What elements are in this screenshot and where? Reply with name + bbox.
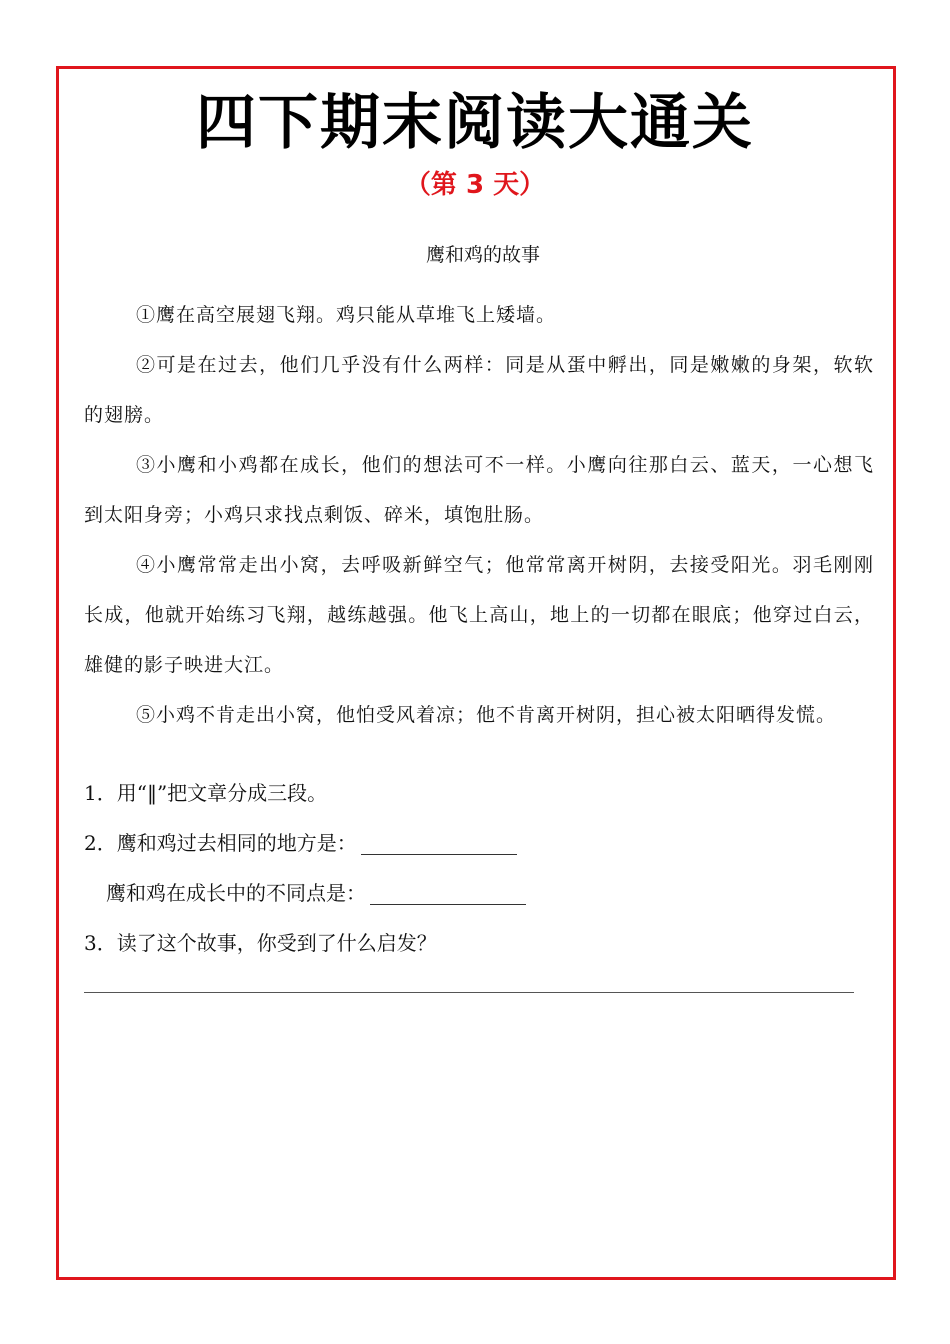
paragraph-1: ①鹰在高空展翅飞翔。鸡只能从草堆飞上矮墙。 [136,304,557,326]
answer-blank-differences[interactable] [370,884,526,905]
reading-passage [84,290,874,740]
question-1 [84,768,864,818]
paragraph-3: ③小鹰和小鸡都在成长，他们的想法可不一样。小鹰向往那白云、蓝天，一心想飞到太阳身旁；小鸡只求找点剩饭、碎米，填饱肚肠。 [84,454,874,526]
question-3-text: 3．读了这个故事，你受到了什么启发？ [84,931,437,955]
page-title: 四下期末阅读大通关 [196,88,754,158]
question-2 [84,818,864,868]
story-title: 鹰和鸡的故事 [425,244,540,266]
question-3 [84,918,864,968]
question-1-text: 1．用“‖”把文章分成三段。 [84,781,328,805]
answer-line-reflection[interactable] [84,992,854,993]
paragraph-2: ②可是在过去，他们几乎没有什么两样：同是从蛋中孵出，同是嫩嫩的身架，软软的翅膀。 [84,354,874,426]
answer-blank-similarities[interactable] [361,834,517,855]
question-2-prompt-a: 2．鹰和鸡过去相同的地方是： [84,831,357,855]
question-2-part-b [84,868,864,918]
paragraph-4: ④小鹰常常走出小窝，去呼吸新鲜空气；他常常离开树阴，去接受阳光。羽毛刚刚长成，他就开始练习飞翔，越练越强。他飞上高山，地上的一切都在眼底；他穿过白云，雄健的影子映进大江。 [84,554,874,676]
paragraph-5: ⑤小鸡不肯走出小窝，他怕受风着凉；他不肯离开树阴，担心被太阳晒得发慌。 [136,704,837,726]
question-2-prompt-b: 鹰和鸡在成长中的不同点是： [106,881,366,905]
day-subtitle: （第 3 天） [404,170,546,200]
question-section [84,768,864,968]
